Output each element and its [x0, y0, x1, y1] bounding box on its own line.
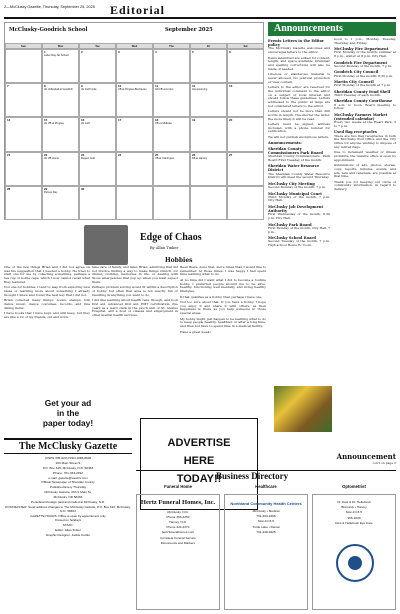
announcement-text: There are two flag receptacles in both the McClusky Post Office and the City Office for anyone wishing to dispose of any retired flags.	[334, 133, 396, 149]
announcement-text: Second Monday of the month, 7 p.m.	[334, 63, 392, 68]
calendar-date: 22	[44, 152, 48, 157]
calendar-cell	[79, 117, 116, 151]
announcement-text: noon to 1 p.m., Monday, Tuesday, Thursday and Friday.	[334, 38, 396, 45]
announcement-heading: Used flag receptacles	[334, 130, 377, 135]
column-paragraph: At no time did I want what I did to become a routine hobby. I preferred people around me to be alive, healthy, functioning well mentally, and living healthy lifestyles.	[180, 277, 266, 294]
calendar-date: 15	[44, 118, 48, 123]
calendar-date: 16	[81, 118, 85, 123]
directory-line: Monuments and Markers	[160, 540, 196, 545]
business-directory-banner	[136, 470, 396, 482]
calendar-event: JH Golf Invite	[81, 88, 97, 92]
masthead-line: Official Newspaper of Sheridan County	[41, 480, 95, 485]
column-heading: Hobbies	[165, 257, 193, 264]
calendar-event: VB at Pingree-Buchanan	[118, 88, 147, 92]
calendar-event: Picture Day	[44, 190, 58, 194]
calendar-date: 30	[81, 186, 85, 191]
directory-line: Complete Funeral Service	[160, 535, 196, 540]
announcement-text: The Sheridan County Water Resource District will meet the second Thursday.	[268, 171, 330, 180]
calendar-event: JH VB Home	[44, 156, 59, 160]
column-text-2	[92, 266, 178, 394]
calendar-date: 23	[81, 152, 85, 157]
column-paragraph: Not one for hobbies, I tend to leap from exploring new ideas or learning more about something I already thought I knew and found the next key that I did not.	[4, 285, 90, 297]
column-paragraph: Have a great week!	[180, 329, 211, 334]
announcements-column-2	[334, 38, 396, 440]
calendar-cell	[116, 186, 153, 220]
calendar-grid	[5, 43, 264, 220]
directory-line: Phone 363-2250	[166, 514, 190, 519]
masthead-line: STAFF:	[62, 523, 74, 528]
masthead-line: 203 Main Street S	[55, 460, 81, 465]
get-ad-line-2: in the	[56, 408, 80, 418]
announcement-text: The McClusky Gazette welcomes and encourages letters to the editor.	[268, 46, 330, 55]
announcement-text: First Monday of the month; 8:30 p.m.	[334, 73, 393, 78]
announcement-text: First Wednesday of the month, 6:30 p.m. City Hall.	[268, 212, 330, 221]
directory-line: McClusky • Medical	[252, 509, 280, 513]
calendar-date: 9	[81, 84, 83, 89]
calendar-cell	[42, 117, 79, 151]
announcement-heading: Goodrich Fire Department	[334, 60, 388, 65]
announcement-heading: McClusky Municipal Court	[268, 191, 322, 196]
calendar-date: 25	[155, 152, 159, 157]
calendar-date: 28	[7, 186, 11, 191]
announcement-heading: McClusky City Meeting	[268, 181, 315, 186]
announcement-text: Sheridan County Commissioners - Park Board First Tuesday of the month.	[268, 154, 330, 162]
directory-line: Bismarck • Harvey	[341, 505, 367, 510]
announcement-text: Thank you for keeping our circle of community information, in regard to delivery.	[334, 179, 396, 192]
calendar-cell	[190, 152, 227, 186]
announcement-text: First Monday of the month, City Hall, 7 p.m.	[268, 225, 330, 234]
healthcare-name: Northland Community Health Centers	[230, 501, 302, 506]
calendar-date: 7	[7, 84, 9, 89]
directory-line: Harvey, N.D.	[169, 519, 187, 524]
calendar-date: 11	[155, 84, 159, 89]
funeral-home-ad	[136, 494, 220, 610]
get-ad-line-1: Get your ad	[44, 398, 92, 408]
calendar-cell	[79, 152, 116, 186]
calendar-cell	[116, 117, 153, 151]
column-text-3	[180, 266, 266, 394]
calendar-date: 13	[229, 84, 233, 89]
calendar-date: 19	[192, 118, 196, 123]
announcements-title: Announcements	[274, 23, 343, 34]
calendar-day-header: Sun	[5, 43, 42, 49]
announcement-text: First Monday of the month; summer at 8 p.m., winter at 8 p.m. City Hall.	[334, 50, 396, 59]
masthead-info	[4, 457, 132, 539]
masthead-line: McClusky Gazette, 203 S Main St,	[44, 490, 92, 495]
calendar-date: 14	[7, 118, 11, 123]
announcement-heading: Sheridan Water Resource District	[268, 164, 320, 173]
calendar-cell	[42, 83, 79, 117]
calendar-day-header: Thu	[153, 43, 190, 49]
column-paragraph: Brian collected many things: books, stamps, folk dance music, dance costumes, records, and fine dining items.	[4, 298, 90, 310]
column-paragraph: My hobby might just happen to be learning what to do to keep people healthy, healthier, or after a long time, and then not have to spend time in a medical facility.	[180, 316, 266, 329]
header-divider	[4, 17, 396, 19]
funeral-home-name: Hertz Funeral Homes, Inc.	[140, 499, 216, 506]
directory-line: hertzfuneralhomes.com	[161, 530, 195, 535]
announcement-text: Letters should not be more than 300 words in length. The shorter the letter, the more likely it will be read.	[268, 109, 330, 121]
column-paragraph: If that qualifies as a hobby, then perhaps I have one.	[180, 294, 263, 299]
calendar-cell	[42, 186, 79, 220]
announcement-text: Letters must be signed, address included, with a phone number for verification.	[268, 122, 330, 134]
columnist-photo	[84, 225, 128, 265]
funeral-home-info	[137, 511, 219, 546]
column-paragraph: I have books that I have kept, and still keep, but they are like a lot of my friends, old and worn.	[4, 311, 90, 319]
get-ad-line-3: paper today!	[42, 418, 94, 428]
page-line: 2—McClusky Gazette, Thursday, September 25, 2025	[4, 5, 95, 9]
announcement-heading: Events Letters to the Editor policy	[268, 39, 324, 48]
masthead-line: POSTMASTER: Send address changes to The McClusky Gazette, P.O. Box 616, McClusky, N.D. 58463	[5, 504, 131, 513]
calendar-event: VB at Carrington	[155, 156, 175, 160]
eye-logo-icon	[335, 543, 375, 583]
calendar-event: FB at Harvey	[192, 156, 208, 160]
get-ad-promo	[4, 398, 132, 434]
calendar-date: 18	[155, 118, 159, 123]
announcements-column-1	[268, 38, 330, 440]
announcement-heading: Announcements:	[268, 141, 302, 146]
calendar-event: Homecoming	[192, 88, 208, 92]
announcement-text: Second Monday of the month, 7 p.m.	[268, 185, 326, 190]
advertise-line-2: HERE	[183, 455, 215, 467]
calendar-event: Labor Day No School	[44, 54, 69, 58]
calendar-day-header: Sat	[227, 43, 264, 49]
calendar-cell	[5, 186, 42, 220]
directory-line: Deis & Hellebush Eye Care	[335, 520, 373, 525]
calendar-event: VB vs Midkota	[155, 122, 172, 126]
calendar-cell	[79, 49, 116, 83]
announcement-text: Second Tuesday of the month, 7 p.m. High school Home Ec room.	[268, 239, 330, 247]
directory-line: 701-448-9225	[256, 529, 276, 534]
directory-line: 966-2020	[347, 515, 361, 520]
announcement-text: Letters to the editor are reserved for the individual comment to the editor on a subject of local interest and should follow these guidelines: Letters addressed to the public at large are not considered letters to the editor.	[268, 85, 330, 108]
calendar-event: JH Golf	[81, 122, 90, 126]
masthead	[4, 438, 132, 608]
masthead-logo: The McClusky Gazette	[4, 438, 132, 454]
announcement-text: Third Tuesday of each month.	[334, 92, 381, 97]
masthead-line: Periodical Postage paid and mailed at McClusky, N.D.	[31, 500, 105, 505]
masthead-line: (USPS 335-020) ISSN 1085-8606	[44, 456, 92, 460]
calendar-event: JH Volleyball at Goodrich	[44, 88, 73, 92]
announcement-text: Every two weeks at the Heart Park, 3 to 7 p.m.	[334, 120, 396, 128]
calendar-cell	[190, 117, 227, 151]
announcement-text: 8 a.m. to noon. Board meeting to follow.	[334, 102, 396, 111]
calendar-date: 10	[118, 84, 122, 89]
healthcare-ad	[224, 494, 308, 610]
directory-line: 701-363-2296	[256, 514, 276, 519]
column-byline: By Allan Tinker	[150, 246, 179, 250]
column-paragraph: Not too sure about that. If you have a hobby, I hope you enjoy it and share it with others, as then happiness is there as you help someone in those special areas.	[180, 300, 266, 316]
announcement-heading: McClusky Park Board	[268, 222, 312, 227]
advertise-line-1: ADVERTISE	[167, 437, 231, 449]
calendar-date: 3	[118, 50, 120, 54]
continued-title: Announcement	[336, 452, 396, 461]
calendar-date: 4	[155, 50, 157, 54]
calendar-day-header: Wed	[116, 43, 153, 49]
directory-line: Phone 324-4374	[166, 525, 190, 530]
masthead-line: Graphic Designer: Jackie Kottler	[45, 533, 91, 538]
announcement-heading: McClusky Fire Department	[334, 47, 389, 52]
announcement-heading: Sheridan County Commissioners Park Board	[268, 146, 323, 155]
calendar-date: 1	[44, 50, 46, 54]
calendar-cell	[116, 49, 153, 83]
calendar-cell	[5, 117, 42, 151]
masthead-line: Closed on holidays	[54, 518, 82, 523]
calendar-day-header: Mon	[42, 43, 79, 49]
column-paragraph: Been there, done that, more times than I would like to remember. At those times, I was happy I had spent time learning what to do.	[180, 266, 266, 277]
calendar-cell	[153, 117, 190, 151]
calendar-cell	[190, 186, 227, 220]
masthead-line: GAZETTE HOURS: Office is open by appointment only	[30, 513, 106, 518]
calendar-cell	[153, 186, 190, 220]
calendar-day-header: Fri	[190, 43, 227, 49]
healthcare-info	[225, 510, 307, 535]
announcement-heading: McClusky School Board	[268, 236, 316, 240]
funeral-home-heading: Funeral Home	[164, 484, 192, 489]
column-paragraph: take care of family, and later, Brian, admitting that did not involve finding a way to make things stretch, for dinner, clothing, memories in life, or dealing with those emergencies that pop up when you least expect them.	[92, 266, 178, 284]
calendar-event: JH VB at Pingree	[44, 122, 64, 126]
calendar-event: HS FB at Linton	[155, 88, 174, 92]
announcement-continued	[268, 452, 396, 466]
calendar-date: 26	[192, 152, 196, 157]
masthead-line: Published Every Thursday	[49, 485, 87, 490]
calendar-date: 6	[229, 50, 231, 54]
directory-line: Mon-Fri 8-5	[258, 519, 274, 524]
calendar-cell	[190, 83, 227, 117]
calendar-title: McClusky-Goodrich School	[9, 27, 88, 33]
announcement-text: Libelous or slanderous material is never allowed. No political promotion or view content.	[268, 72, 330, 84]
calendar-cell	[153, 83, 190, 117]
announcement-heading: McClusky Job Development Authority	[268, 204, 324, 214]
calendar-cell	[79, 83, 116, 117]
calendar-cell	[153, 152, 190, 186]
calendar-date: 20	[229, 118, 233, 123]
calendar-cell	[227, 117, 264, 151]
announcement-heading: McClusky Farmers Market (extended calendar)	[334, 112, 388, 122]
calendar-cell	[5, 152, 42, 186]
calendar-cell	[42, 152, 79, 186]
calendar-date: 12	[192, 84, 196, 89]
announcement-text: Due to inclement weather or illness prohibits, the Gazette office is open by appointment.	[334, 150, 396, 162]
business-directory-title: Business Directory	[216, 471, 289, 481]
calendar-date: 5	[192, 50, 194, 54]
calendar-cell	[5, 83, 42, 117]
column-title: Edge of Chaos	[140, 232, 202, 243]
calendar-date: 24	[118, 152, 122, 157]
announcement-text: Submissions of ads, photos, stories, copy, reports, minutes, events, and ads, new and renewals, are possible at that time.	[334, 163, 396, 179]
announcement-heading: Martin City Council	[334, 80, 374, 85]
calendar-cell	[116, 83, 153, 117]
announcement-text: First Monday of the month at 7 p.m.	[334, 83, 391, 88]
page-header	[4, 2, 396, 16]
advertise-line-3: TODAY!!	[176, 473, 222, 485]
calendar-date: 29	[44, 186, 48, 191]
directory-line: Dr. Deis & Dr. Hellebush	[337, 500, 371, 504]
calendar-month: September 2025	[165, 27, 213, 33]
directory-line: Mon-Fri 8-5	[346, 510, 362, 515]
flower-photo	[274, 386, 332, 432]
masthead-line: McClusky, ND 58463	[53, 495, 83, 500]
optometrist-ad	[312, 494, 396, 610]
announcement-heading: Sheridan County Food Shelf	[334, 89, 391, 94]
masthead-line: Editor: Allan Tinker	[55, 528, 81, 533]
calendar-date: 17	[118, 118, 122, 123]
masthead-line: Phone: 701-363-2492	[53, 470, 83, 475]
column-paragraph: Perhaps problem solving would fit within a description of hobby, but often that area is not exactly fun or resulting in anything you want to do.	[92, 285, 178, 297]
calendar-cell	[5, 49, 42, 83]
column-text-1	[4, 266, 90, 394]
calendar-day-header: Tue	[79, 43, 116, 49]
calendar-date: 2	[81, 50, 83, 54]
calendar-date: 27	[229, 152, 233, 157]
calendar-cell	[227, 186, 264, 220]
announcement-heading: Goodrich City Council	[334, 70, 379, 75]
optometrist-heading: Optometrist	[342, 484, 366, 489]
continued-note: con't on page 3	[372, 461, 396, 465]
announcement-text: We will not publish anonymous letters.	[268, 134, 329, 139]
masthead-line: P.O. Box 616, McClusky, N.D. 58463	[42, 465, 94, 470]
column-paragraph: One of the few things Brian and I did not agree on was his suggestion that I needed a hobby. He tried to start one for me by collecting something, perhaps a tea cup or bottle caps, which I now cannot recall what they featured.	[4, 266, 90, 284]
directory-line: McClusky, N.D.	[167, 509, 189, 514]
masthead-line: e-mail: gazette@westriv.com	[48, 475, 88, 480]
calendar-event: Region Golf	[81, 156, 95, 160]
calendar-cell	[42, 49, 79, 83]
school-calendar	[4, 22, 264, 220]
announcements-banner	[268, 22, 396, 36]
optometrist-info	[313, 501, 395, 526]
directory-line: Turtle Lake • Dental	[252, 524, 280, 529]
calendar-cell	[227, 152, 264, 186]
calendar-cell	[227, 83, 264, 117]
calendar-cell	[153, 49, 190, 83]
calendar-date: 21	[7, 152, 11, 157]
announcement-text: Items submitted are edited for content, length, and space available. Grammar and spelling corrections will also be made, if needed.	[268, 55, 330, 71]
healthcare-heading: Healthcare	[255, 484, 277, 489]
calendar-cell	[79, 186, 116, 220]
calendar-cell	[116, 152, 153, 186]
calendar-cell	[227, 49, 264, 83]
calendar-date: 8	[44, 84, 46, 89]
column-paragraph: I did like learning about health care, though, and took first aid, advanced first aid, EMT certification, five years as a ward clerk in the psych unit of St. Alexius Hospital, and a host of classes and employment in other mental health services.	[92, 298, 178, 318]
announcement-heading: Sheridan County Courthouse	[334, 99, 393, 104]
announcement-text: Third Monday of the month, 7 p.m. City Hall.	[268, 194, 330, 203]
section-title: Editorial	[110, 3, 166, 17]
calendar-cell	[190, 49, 227, 83]
